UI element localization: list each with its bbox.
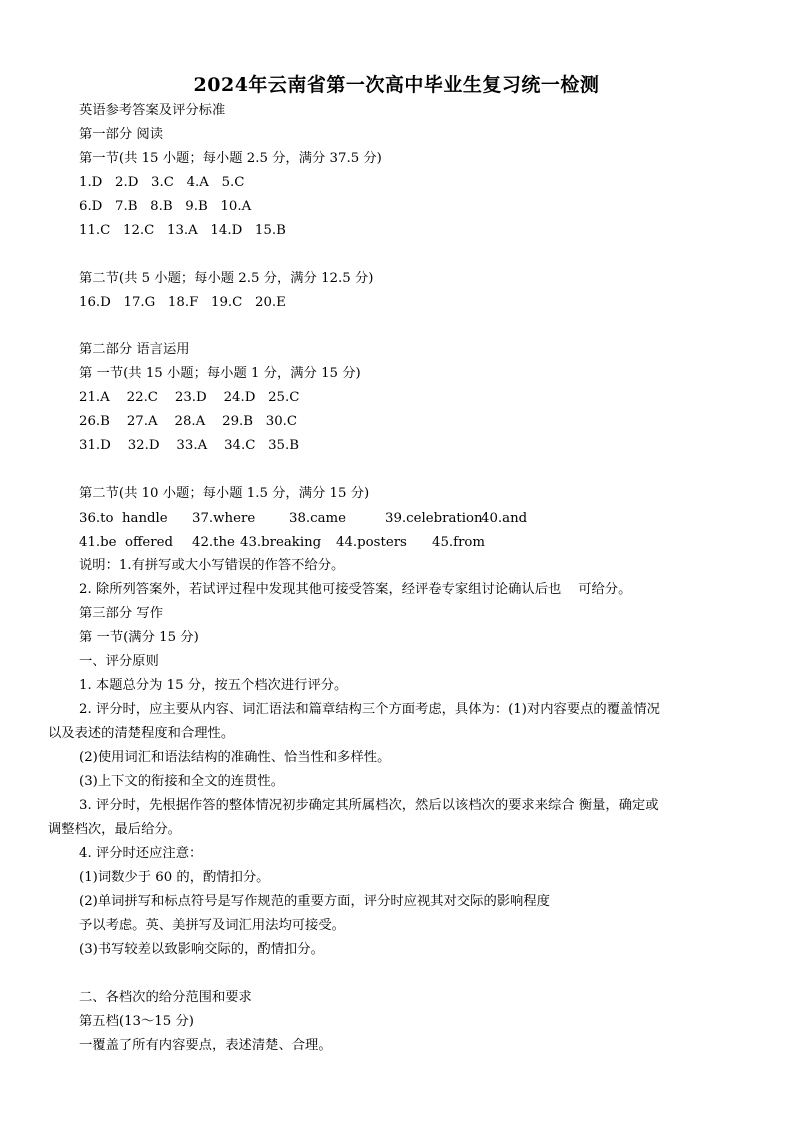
level-description: 一覆盖了所有内容要点，表述清楚、合理。 xyxy=(79,1038,332,1053)
part1-sec1-heading: 第一节(共 15 小题；每小题 2.5 分，满分 37.5 分) xyxy=(79,151,382,166)
paragraph: 2. 评分时，应主要从内容、词汇语法和篇章结构三个方面考虑，具体为：(1)对内容要点的覆盖情况 xyxy=(79,702,660,717)
answer-row: 21.A 22.C 23.D 24.D 25.C xyxy=(79,390,300,405)
answer-cell: 42.the xyxy=(192,535,235,550)
answer-row: 16.D 17.G 18.F 19.C 20.E xyxy=(79,295,286,310)
paragraph: 以及表述的清楚程度和合理性。 xyxy=(48,726,235,741)
answer-row: 6.D 7.B 8.B 9.B 10.A xyxy=(79,199,252,214)
paragraph: 3. 评分时，先根据作答的整体情况初步确定其所属档次，然后以该档次的要求来综合 衡量，确定或 xyxy=(79,798,659,813)
answer-cell: 38.came xyxy=(289,511,346,526)
page-title: 2024年云南省第一次高中毕业生复习统一检测 xyxy=(193,74,600,96)
note: 2. 除所列答案外，若试评过程中发现其他可接受答案，经评卷专家组讨论确认后也 可给分。 xyxy=(79,582,632,597)
answer-cell: 41.be offered xyxy=(79,535,174,550)
answer-cell: 39.celebration xyxy=(385,511,483,526)
paragraph: (2)使用词汇和语法结构的准确性、恰当性和多样性。 xyxy=(79,750,391,765)
part1-heading: 第一部分 阅读 xyxy=(79,127,164,142)
level-heading: 第五档(13～15 分) xyxy=(79,1014,194,1029)
part1-sec2-heading: 第二节(共 5 小题；每小题 2.5 分，满分 12.5 分) xyxy=(79,271,374,286)
paragraph: (2)单词拼写和标点符号是写作规范的重要方面，评分时应视其对交际的影响程度 xyxy=(79,894,550,909)
answer-cell: 36.to handle xyxy=(79,511,168,526)
part2-sec2-heading: 第二节(共 10 小题；每小题 1.5 分，满分 15 分) xyxy=(79,486,370,501)
part2-heading: 第二部分 语言运用 xyxy=(79,342,190,357)
answer-row: 1.D 2.D 3.C 4.A 5.C xyxy=(79,175,245,190)
answer-row: 31.D 32.D 33.A 34.C 35.B xyxy=(79,438,300,453)
subtitle: 英语参考答案及评分标准 xyxy=(79,103,226,118)
answer-cell: 45.from xyxy=(432,535,486,550)
answer-cell: 37.where xyxy=(192,511,256,526)
part3-heading: 第三部分 写作 xyxy=(79,606,164,621)
answer-cell: 43.breaking xyxy=(240,535,322,550)
part2-sec1-heading: 第 一节(共 15 小题；每小题 1 分，满分 15 分) xyxy=(79,366,361,381)
note: 说明：1.有拼写或大小写错误的作答不给分。 xyxy=(79,558,345,573)
paragraph: 4. 评分时还应注意： xyxy=(79,846,203,861)
answer-cell: 44.posters xyxy=(336,535,407,550)
principle-heading: 一、评分原则 xyxy=(79,654,159,669)
paragraph: (3)上下文的衔接和全文的连贯性。 xyxy=(79,774,284,789)
paragraph: (3)书写较差以致影响交际的，酌情扣分。 xyxy=(79,942,324,957)
part3-sec1-heading: 第 一节(满分 15 分) xyxy=(79,630,199,645)
paragraph: 予以考虑。英、美拼写及词汇用法均可接受。 xyxy=(79,918,345,933)
answer-row: 11.C 12.C 13.A 14.D 15.B xyxy=(79,223,286,238)
levels-heading: 二、各档次的给分范围和要求 xyxy=(79,990,252,1005)
answer-row: 26.B 27.A 28.A 29.B 30.C xyxy=(79,414,298,429)
answer-cell: 40.and xyxy=(481,511,528,526)
paragraph: 1. 本题总分为 15 分，按五个档次进行评分。 xyxy=(79,678,348,693)
paragraph: 调整档次，最后给分。 xyxy=(48,822,181,837)
paragraph: (1)词数少于 60 的，酌情扣分。 xyxy=(79,870,270,885)
